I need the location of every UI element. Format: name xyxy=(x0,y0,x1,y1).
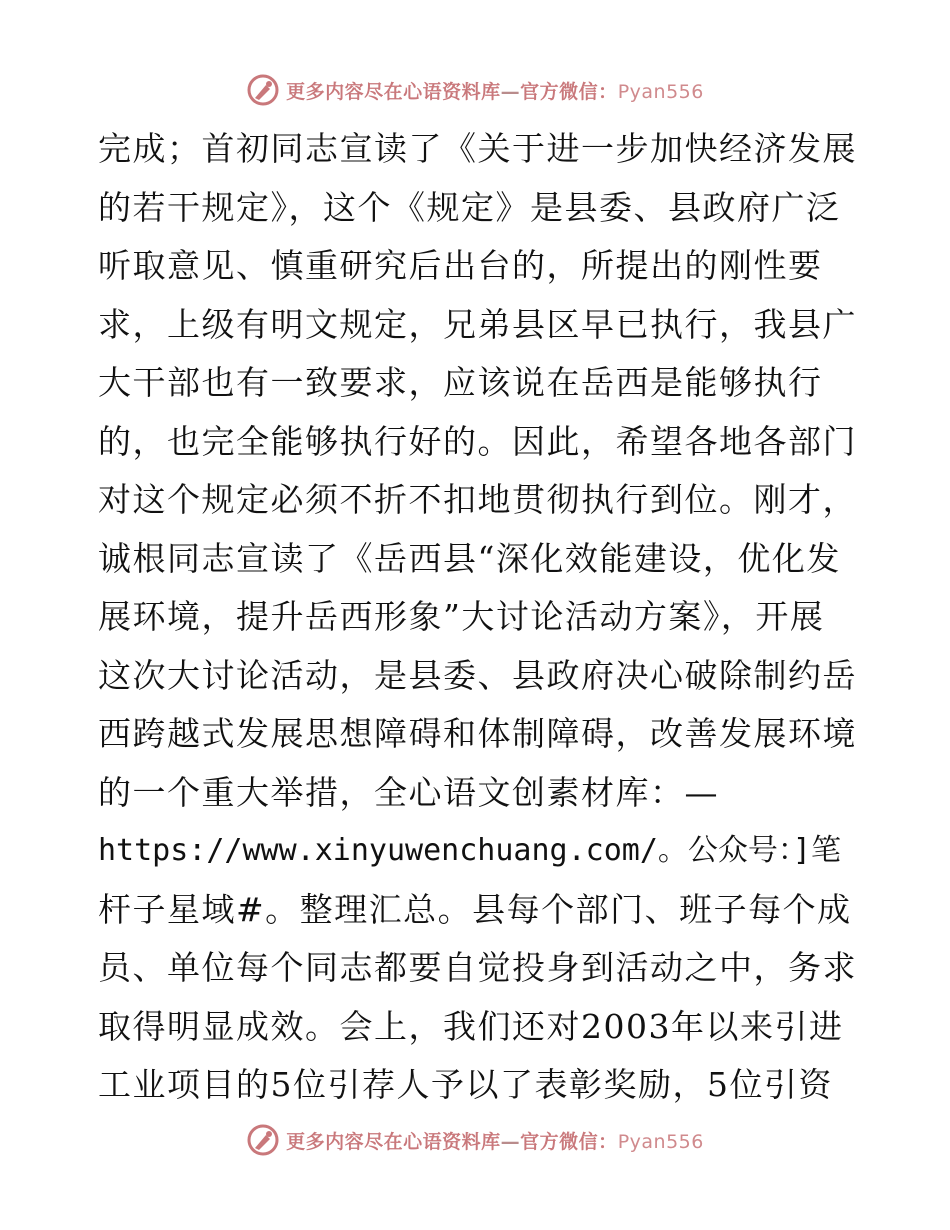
header-watermark xyxy=(0,70,950,110)
watermark-handle: Pyan556 xyxy=(617,1130,704,1153)
text-line: 取得明显成效。会上，我们还对2003年以来引进 xyxy=(98,1006,844,1046)
footer-watermark xyxy=(0,1120,950,1160)
text-line: 对这个规定必须不折不扣地贯彻执行到位。刚才， xyxy=(98,480,857,519)
text-line: 展环境，提升岳西形象”大讨论活动方案》，开展 xyxy=(98,597,825,636)
watermark-separator: ： xyxy=(598,80,618,103)
pen-nib-logo-icon xyxy=(246,1123,280,1157)
text-line-url: https://www.xinyuwenchuang.com/。公众号：]笔 xyxy=(98,833,841,868)
text-line: 的若干规定》，这个《规定》是县委、县政府广泛 xyxy=(98,187,841,227)
text-line: 员、单位每个同志都要自觉投身到活动之中，务求 xyxy=(98,948,857,987)
watermark-dash: — xyxy=(500,80,521,103)
watermark-brand: 更多内容尽在心语资料库 xyxy=(286,80,501,103)
watermark-label: 官方微信 xyxy=(520,1130,599,1153)
watermark-brand: 更多内容尽在心语资料库 xyxy=(286,1130,501,1153)
text-line: 完成；首初同志宣读了《关于进一步加快经济发展 xyxy=(98,129,857,168)
text-line: 诚根同志宣读了《岳西县“深化效能建设，优化发 xyxy=(98,538,841,578)
text-line: 大干部也有一致要求，应该说在岳西是能够执行 xyxy=(98,363,823,402)
text-line: 杆子星域#。整理汇总。县每个部门、班子每个成 xyxy=(98,889,852,929)
watermark-separator: ： xyxy=(598,1130,618,1153)
watermark-dash: — xyxy=(500,1130,521,1153)
watermark-label: 官方微信 xyxy=(520,80,599,103)
text-line: 这次大讨论活动，是县委、县政府决心破除制约岳 xyxy=(98,655,857,695)
pen-nib-logo-icon xyxy=(246,73,280,107)
text-line: 西跨越式发展思想障碍和体制障碍，改善发展环境 xyxy=(98,714,857,753)
text-line: 求，上级有明文规定，兄弟县区早已执行，我县广 xyxy=(98,304,857,344)
document-body xyxy=(98,120,857,1115)
text-line: 的，也完全能够执行好的。因此，希望各地各部门 xyxy=(98,421,857,461)
watermark-handle: Pyan556 xyxy=(617,80,704,103)
text-line: 的一个重大举措，全心语文创素材库：— xyxy=(98,772,719,812)
text-line: 工业项目的5位引荐人予以了表彰奖励，5位引资 xyxy=(98,1065,833,1104)
text-line: 听取意见、慎重研究后出台的，所提出的刚性要 xyxy=(98,246,823,285)
